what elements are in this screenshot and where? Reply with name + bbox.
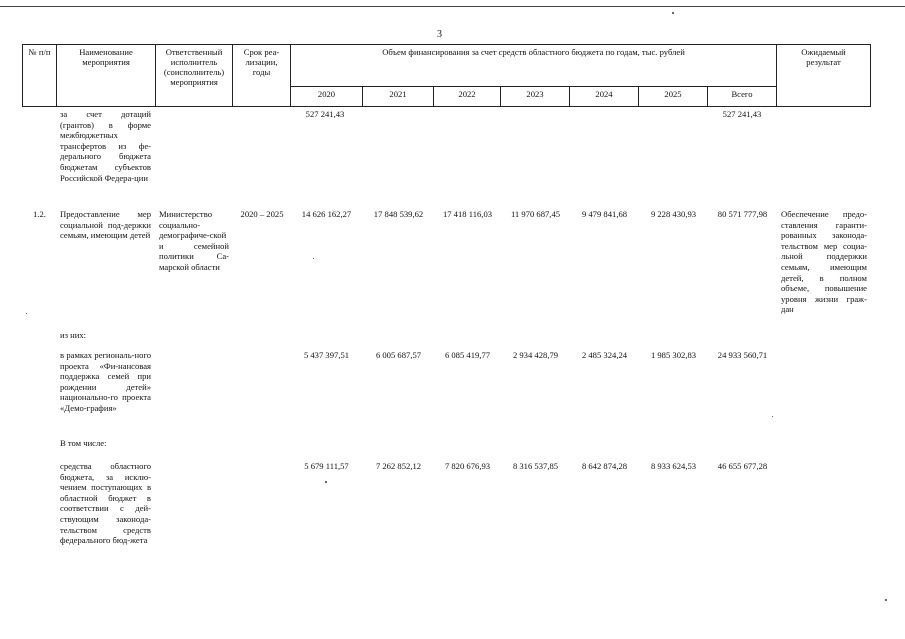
header-col-term: Срок реа-лизации, годы: [232, 44, 291, 107]
row-including-label: В том числе:: [60, 438, 107, 448]
row-budget-2020: 5 679 111,57: [304, 461, 349, 471]
row-budget-text: средства областного бюджета, за исклю-чением поступающих в областной бюджет в соответствии с дей-ствующим законода-тельством средств федерального бюд-жета: [60, 461, 151, 546]
header-col-exec: Ответственный исполнитель (соисполнитель) мероприятия: [155, 44, 233, 107]
top-rule: [0, 6, 905, 7]
row-grants-total: 527 241,43: [722, 109, 762, 119]
header-year-2022: 2022: [433, 86, 501, 107]
header-year-2020: 2020: [290, 86, 363, 107]
row-12-term: 2020 – 2025: [240, 209, 284, 219]
row-regional-2022: 6 085 419,77: [444, 350, 491, 360]
row-budget-2024: 8 642 874,28: [581, 461, 628, 471]
scan-speck: [313, 258, 314, 259]
row-12-number: 1.2.: [33, 209, 46, 219]
row-12-2021: 17 848 539,62: [373, 209, 424, 219]
row-12-2022: 17 418 116,03: [442, 209, 493, 219]
header-year-2021: 2021: [362, 86, 434, 107]
row-12-total: 80 571 777,98: [717, 209, 768, 219]
row-12-executor: Министерство социально-демографиче-ской и семейной политики Са-марской области: [159, 209, 229, 272]
row-regional-2023: 2 934 428,79: [512, 350, 559, 360]
header-year-total: Всего: [707, 86, 777, 107]
row-12-2025: 9 228 430,93: [650, 209, 697, 219]
header-year-2024: 2024: [569, 86, 639, 107]
row-12-2020: 14 626 162,27: [301, 209, 352, 219]
row-of-them-label: из них:: [60, 330, 87, 340]
row-regional-2021: 6 005 687,57: [375, 350, 422, 360]
scan-speck: [26, 313, 27, 314]
row-grants-text: за счет дотаций (грантов) в форме межбюджетных трансфертов из фе-дерального бюджета бюджетам субъектов Российской Федера-ции: [60, 109, 151, 183]
scan-speck: [772, 416, 773, 417]
row-12-name: Предоставление мер социальной под-держки семьям, имеющим детей: [60, 209, 151, 241]
page-number: 3: [437, 29, 442, 40]
row-budget-2021: 7 262 852,12: [375, 461, 422, 471]
scan-speck: [885, 599, 887, 601]
row-regional-text: в рамках региональ-ного проекта «Фи-нансовая поддержка семей при рождении детей» национально-го проекта «Демо-графия»: [60, 350, 151, 413]
row-regional-2020: 5 437 397,51: [303, 350, 350, 360]
header-year-2025: 2025: [638, 86, 708, 107]
row-budget-2022: 7 820 676,93: [444, 461, 491, 471]
row-budget-2025: 8 933 624,53: [650, 461, 697, 471]
header-col-name: Наименование мероприятия: [56, 44, 156, 107]
header-col-result: Ожидаемый результат: [776, 44, 871, 107]
row-regional-2024: 2 485 324,24: [581, 350, 628, 360]
row-regional-2025: 1 985 302,83: [650, 350, 697, 360]
row-budget-2023: 8 316 537,85: [512, 461, 559, 471]
row-grants-2020: 527 241,43: [305, 109, 345, 119]
header-year-2023: 2023: [500, 86, 570, 107]
row-budget-total: 46 655 677,28: [717, 461, 768, 471]
row-12-2024: 9 479 841,68: [581, 209, 628, 219]
scan-speck: [325, 481, 327, 483]
scan-speck: [672, 12, 674, 14]
row-12-result: Обеспечение предо-ставления гаранти-рованных законода-тельством мер социа-льной поддержки семьям, имеющим детей, в полном объеме, повышение уровня жизни граж-дан: [781, 209, 867, 315]
header-col-num: № п/п: [22, 44, 57, 107]
header-col-funding: Объем финансирования за счет средств областного бюджета по годам, тыс. рублей: [290, 44, 777, 87]
row-regional-total: 24 933 560,71: [717, 350, 768, 360]
row-12-2023: 11 970 687,45: [510, 209, 561, 219]
